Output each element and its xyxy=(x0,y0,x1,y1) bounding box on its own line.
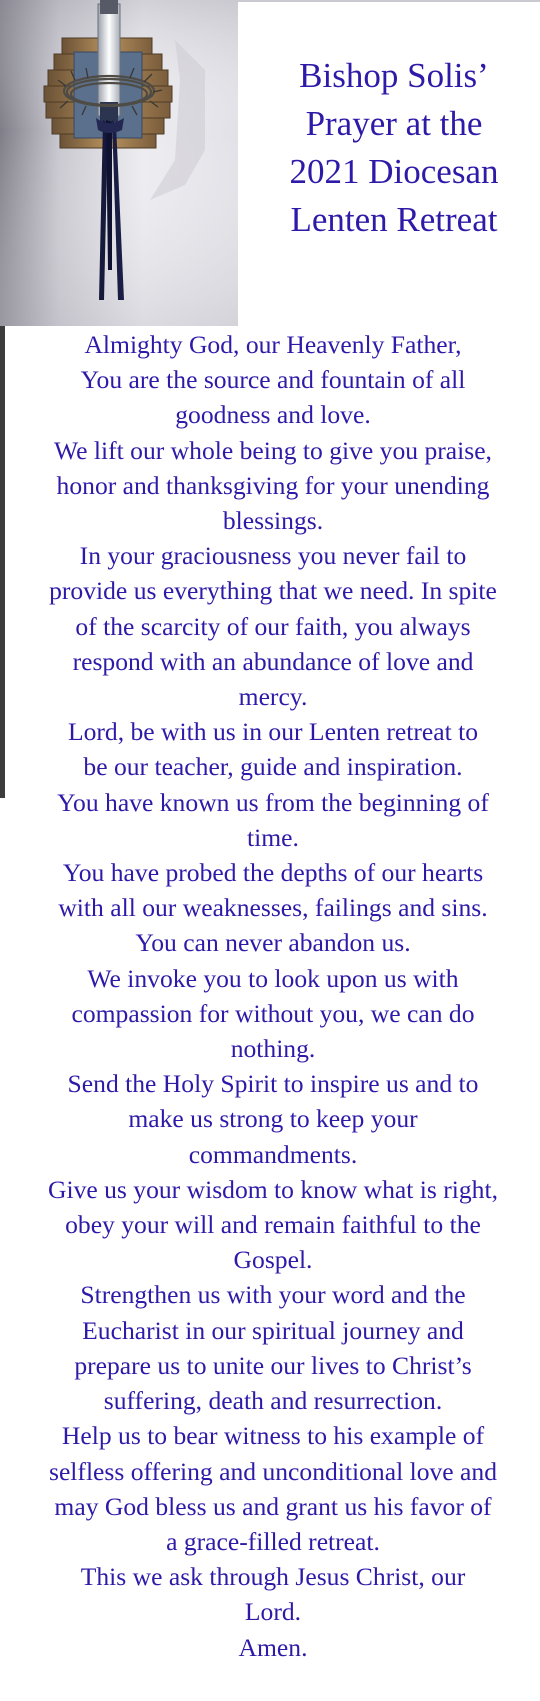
prayer-line: provide us everything that we need. In spite xyxy=(49,576,497,606)
prayer-line: We invoke you to look upon us with xyxy=(87,963,459,993)
prayer-line: You have known us from the beginning of xyxy=(57,787,489,817)
prayer-line: Strengthen us with your word and the xyxy=(80,1280,466,1310)
prayer-line: make us strong to keep your xyxy=(128,1104,418,1134)
prayer-line: respond with an abundance of love and xyxy=(72,646,474,676)
prayer-line: with all our weaknesses, failings and sins. xyxy=(58,893,488,923)
prayer-line: may God bless us and grant us his favor of xyxy=(54,1491,492,1521)
prayer-line: We lift our whole being to give you praise, xyxy=(54,435,492,465)
prayer-line: You have probed the depths of our hearts xyxy=(62,858,484,888)
prayer-line: Give us your wisdom to know what is right, xyxy=(47,1174,498,1204)
prayer-line: commandments. xyxy=(188,1139,358,1169)
prayer-line: Amen. xyxy=(238,1632,308,1662)
prayer-line: be our teacher, guide and inspiration. xyxy=(83,752,463,782)
prayer-line: mercy. xyxy=(238,682,308,712)
page-title xyxy=(248,52,540,244)
prayer-text xyxy=(6,327,540,1665)
prayer-line: Send the Holy Spirit to inspire us and to xyxy=(67,1069,479,1099)
title-line: Lenten Retreat xyxy=(290,200,498,239)
prayer-line: honor and thanksgiving for your unending xyxy=(56,470,490,500)
prayer-line: compassion for without you, we can do xyxy=(71,998,475,1028)
prayer-line: Gospel. xyxy=(233,1245,313,1275)
prayer-line: of the scarcity of our faith, you always xyxy=(75,611,471,641)
prayer-line: blessings. xyxy=(222,506,324,536)
prayer-line: nothing. xyxy=(230,1034,316,1064)
prayer-line: You can never abandon us. xyxy=(135,928,411,958)
prayer-line: In your graciousness you never fail to xyxy=(79,541,467,571)
prayer-line: You are the source and fountain of all xyxy=(80,365,466,395)
left-edge-bar xyxy=(0,326,5,798)
prayer-line: prepare us to unite our lives to Christ’s xyxy=(74,1350,472,1380)
prayer-line: selfless offering and unconditional love and xyxy=(48,1456,497,1486)
crucifix-icon xyxy=(0,0,238,326)
prayer-line: a grace-filled retreat. xyxy=(166,1526,380,1556)
top-divider xyxy=(238,0,540,2)
prayer-line: time. xyxy=(247,822,299,852)
prayer-line: suffering, death and resurrection. xyxy=(103,1386,443,1416)
prayer-line: Lord. xyxy=(244,1597,302,1627)
title-line: 2021 Diocesan xyxy=(289,152,499,191)
prayer-line: Almighty God, our Heavenly Father, xyxy=(84,330,462,359)
prayer-line: Lord, be with us in our Lenten retreat to xyxy=(67,717,479,747)
prayer-line: Eucharist in our spiritual journey and xyxy=(82,1315,464,1345)
prayer-line: This we ask through Jesus Christ, our xyxy=(80,1562,466,1592)
cross-with-crown-of-thorns-image xyxy=(0,0,238,326)
prayer-line: goodness and love. xyxy=(175,400,371,430)
title-line: Prayer at the xyxy=(305,104,483,143)
prayer-line: Help us to bear witness to his example of xyxy=(61,1421,485,1451)
title-line: Bishop Solis’ xyxy=(299,56,489,95)
prayer-line: obey your will and remain faithful to the xyxy=(65,1210,481,1240)
